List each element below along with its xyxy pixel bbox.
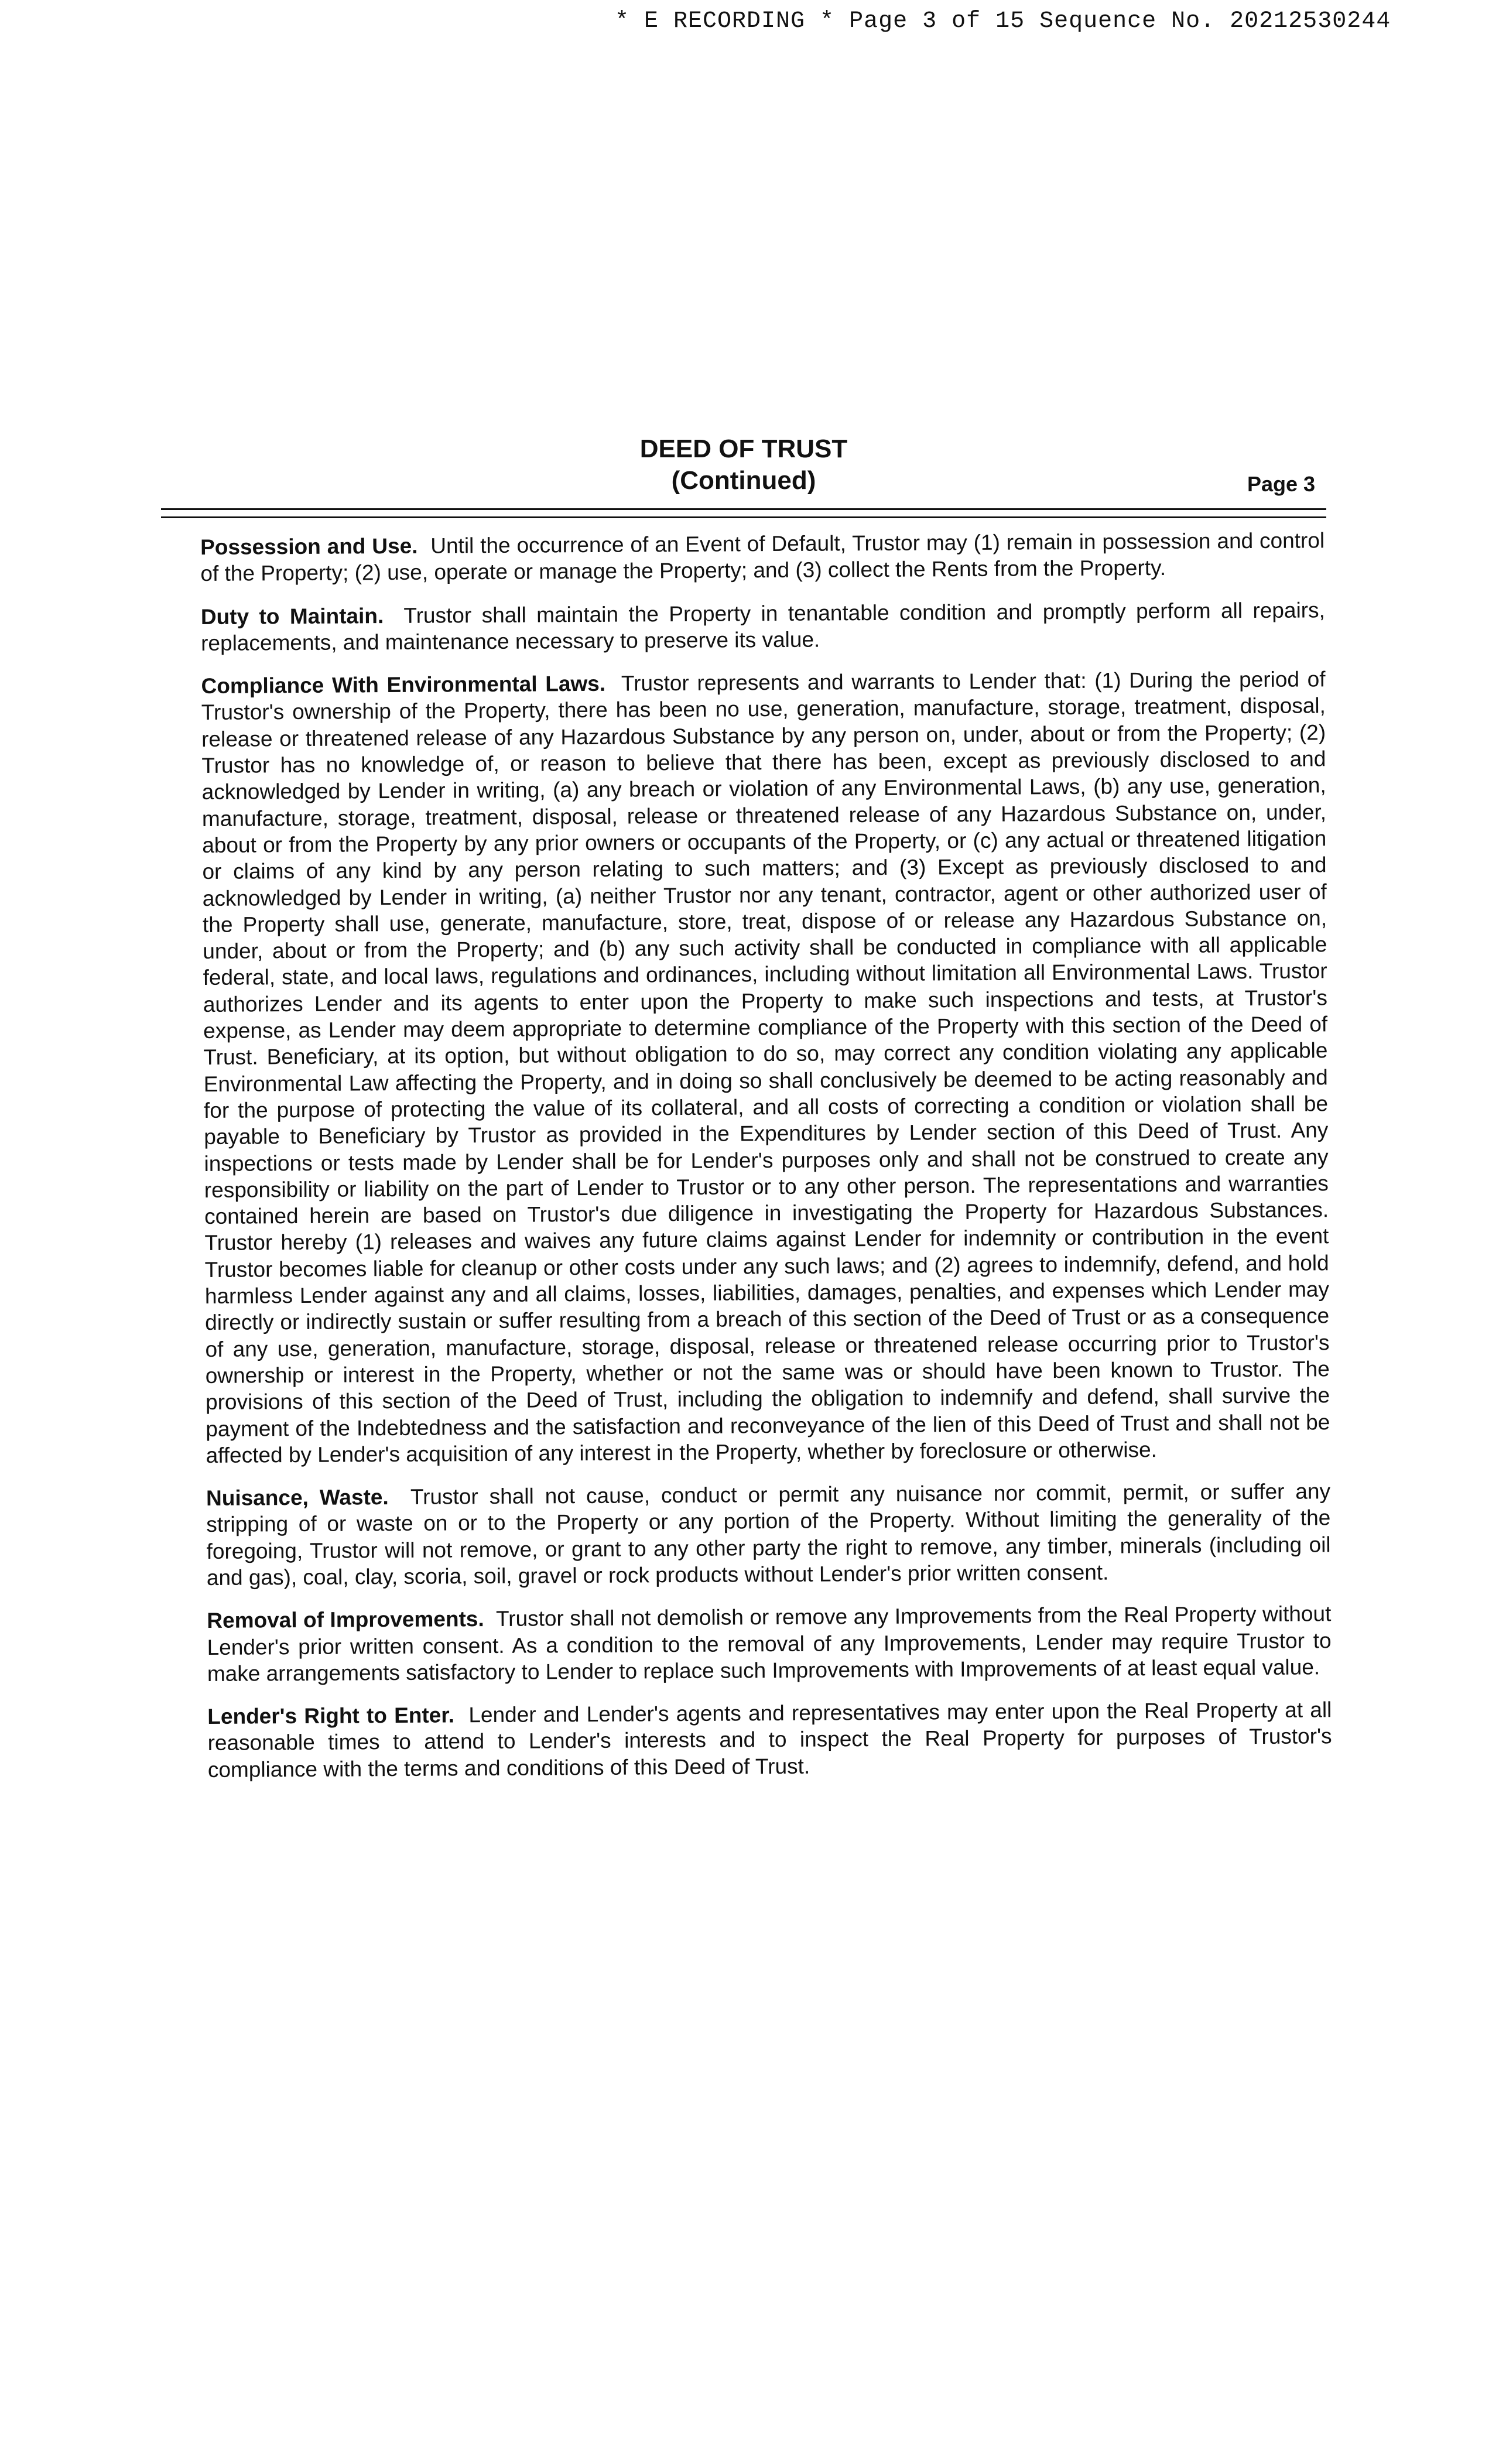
page-label: Page 3	[1247, 472, 1316, 496]
section-nuisance-waste	[206, 1478, 1331, 1591]
header-rule	[161, 508, 1326, 510]
title-line: DEED OF TRUST	[639, 434, 848, 463]
section-heading: Lender's Right to Enter.	[207, 1703, 455, 1729]
section-duty-to-maintain	[201, 597, 1326, 656]
subtitle-line: (Continued)	[671, 466, 816, 495]
section-lenders-right-to-enter	[207, 1696, 1332, 1783]
section-heading: Duty to Maintain.	[200, 603, 384, 629]
section-text: Until the occurrence of an Event of Default, Trustor may (1) remain in possession and control of the Property; (2) use, operate or manage the Property; and (3) collect the Rents from the Property.	[200, 528, 1325, 586]
section-text: Lender and Lender's agents and representatives may enter upon the Real Property at all reasonable times to attend to Lender's interests and to inspect the Real Property for purposes of Trustor's compliance with the terms and conditions of this Deed of Trust.	[207, 1698, 1332, 1782]
recording-header: * E RECORDING * Page 3 of 15 Sequence No. 20212530244	[615, 8, 1391, 35]
document-body	[200, 527, 1332, 1799]
section-heading: Removal of Improvements.	[207, 1607, 484, 1633]
section-text: Trustor shall not demolish or remove any Improvements from the Real Property without Lender's prior written consent. As a condition to the removal of any Improvements, Lender may require Trustor to make arrangements satisfactory to Lender to replace such Improvements with Improvements of at least equal value.	[207, 1601, 1332, 1686]
section-heading: Nuisance, Waste.	[206, 1485, 389, 1511]
section-removal-of-improvements	[207, 1601, 1332, 1688]
section-heading: Compliance With Environmental Laws.	[201, 671, 606, 699]
section-text: Trustor shall maintain the Property in tenantable condition and promptly perform all repairs, replacements, and maintenance necessary to preserve its value.	[201, 597, 1325, 655]
section-text: Trustor shall not cause, conduct or permit any nuisance nor commit, permit, or suffer any stripping of or waste on or to the Property or any portion of the Property. Without limiting the generality of the foregoing, Trustor will not remove, or grant to any other party the right to remove, any timber, minerals (including oil and gas), coal, clay, scoria, soil, gravel or rock products without Lender's prior written consent.	[206, 1479, 1331, 1590]
section-possession-and-use	[200, 527, 1325, 587]
section-text: Trustor represents and warrants to Lender that: (1) During the period of Trustor's ownership of the Property, there has been no use, generation, manufacture, storage, treatment, disposal, release or threatened release of any Hazardous Substance by any person on, under, about or from the Property; (2) Trustor has no knowledge of, or reason to believe that there has been, except as previously disclosed to and acknowledged by Lender in writing, (a) any breach or violation of any Environmental Laws, (b) any use, generation, manufacture, storage, treatment, disposal, release or threatened release of any Hazardous Substance on, under, about or from the Property by any prior owners or occupants of the Property, or (c) any actual or threatened litigation or claims of any kind by any person relating to such matters; and (3) Except as previously disclosed to and acknowledged by Lender in writing, (a) neither Trustor nor any tenant, contractor, agent or other authorized user of the Property shall use, generate, manufacture, store, treat, dispose of or release any Hazardous Substance on, under, about or from the Property; and (b) any such activity shall be conducted in compliance with all applicable federal, state, and local laws, regulations and ordinances, including without limitation all Environmental Laws. Trustor authorizes Lender and its agents to enter upon the Property to make such inspections and tests, at Trustor's expense, as Lender may deem appropriate to determine compliance of the Property with this section of the Deed of Trust. Beneficiary, at its option, but without obligation to do so, may correct any condition violating any applicable Environmental Law affecting the Property, and in doing so shall conclusively be deemed to be acting reasonably and for the purpose of protecting the value of its collateral, and all costs of correcting a condition or violation shall be payable to Beneficiary by Trustor as provided in the Expenditures by Lender section of this Deed of Trust. Any inspections or tests made by Lender shall be for Lender's purposes only and shall not be construed to create any responsibility or liability on the part of Lender to Trustor or to any other person. The representations and warranties contained herein are based on Trustor's due diligence in investigating the Property for Hazardous Substances. Trustor hereby (1) releases and waives any future claims against Lender for indemnity or contribution in the event Trustor becomes liable for cleanup or other costs under any such laws; and (2) agrees to indemnify, defend, and hold harmless Lender against any and all claims, losses, liabilities, damages, penalties, and expenses which Lender may directly or indirectly sustain or suffer resulting from a breach of this section of the Deed of Trust or as a consequence of any use, generation, manufacture, storage, disposal, release or threatened release occurring prior to Trustor's ownership or interest in the Property, whether or not the same was or should have been known to Trustor. The provisions of this section of the Deed of Trust, including the obligation to indemnify and defend, shall survive the payment of the Indebtedness and the satisfaction and reconveyance of the lien of this Deed of Trust and shall not be affected by Lender's acquisition of any interest in the Property, whether by foreclosure or otherwise.	[201, 667, 1330, 1467]
section-heading: Possession and Use.	[200, 533, 418, 559]
header-rule	[161, 516, 1326, 518]
section-compliance-environmental-laws	[201, 666, 1330, 1469]
